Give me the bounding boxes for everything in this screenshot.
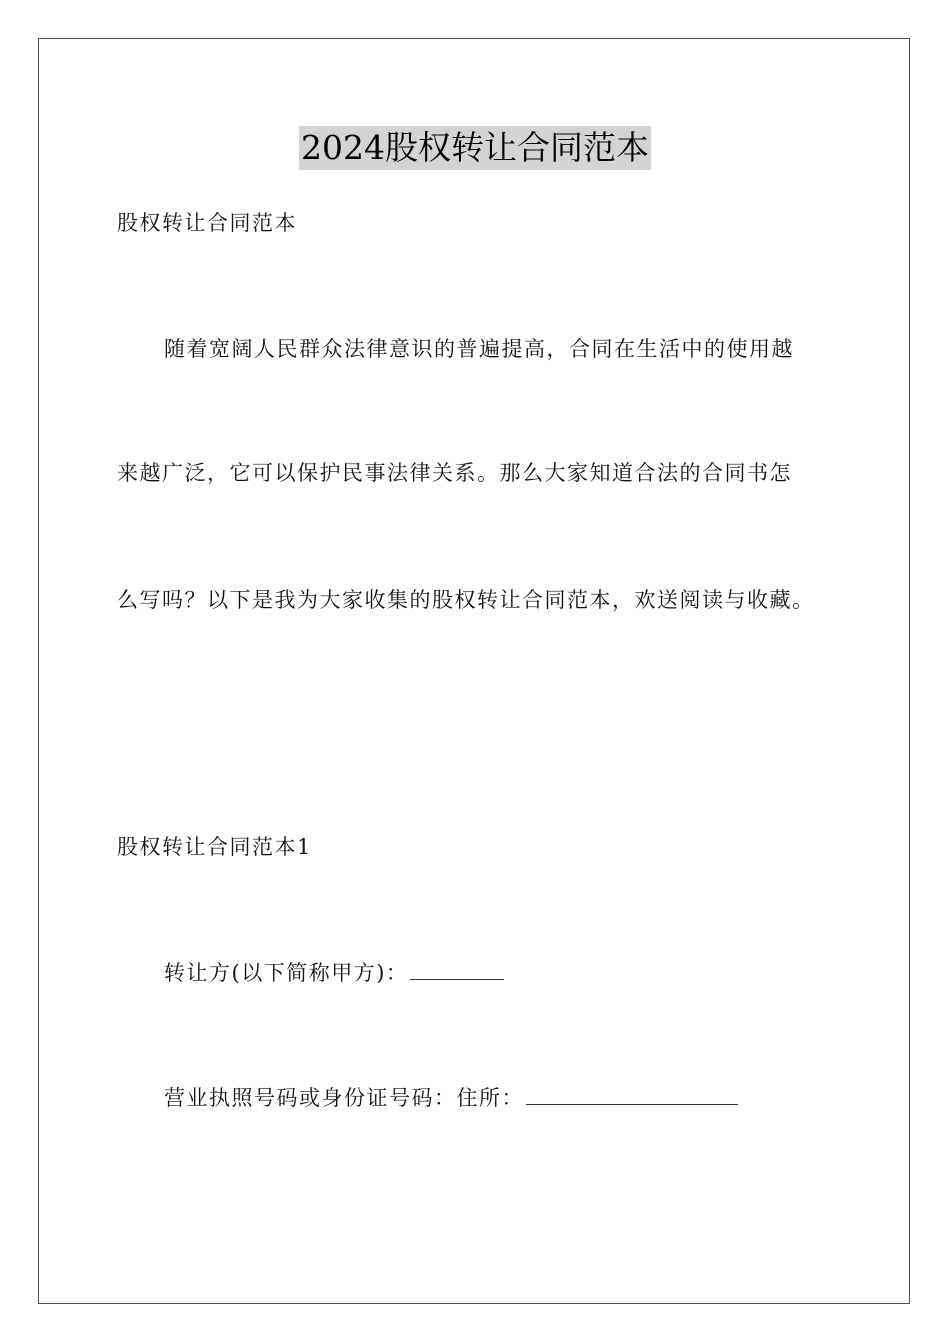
license-address-label: 营业执照号码或身份证号码：住所： bbox=[164, 1086, 524, 1110]
section-heading: 股权转让合同范本1 bbox=[117, 835, 312, 859]
title-container bbox=[0, 126, 950, 170]
transferor-blank bbox=[410, 957, 504, 980]
intro-line-1: 随着宽阔人民群众法律意识的普遍提高，合同在生活中的使用越 bbox=[164, 337, 794, 361]
document-subtitle: 股权转让合同范本 bbox=[117, 211, 297, 235]
intro-line-2: 来越广泛，它可以保护民事法律关系。那么大家知道合法的合同书怎 bbox=[117, 461, 792, 485]
document-title: 2024股权转让合同范本 bbox=[299, 126, 651, 170]
license-address-field bbox=[164, 1082, 738, 1113]
transferor-field bbox=[164, 957, 504, 988]
transferor-label: 转让方(以下简称甲方)： bbox=[164, 961, 409, 985]
intro-line-3: 么写吗？以下是我为大家收集的股权转让合同范本，欢送阅读与收藏。 bbox=[117, 588, 815, 612]
license-address-blank bbox=[526, 1082, 738, 1105]
